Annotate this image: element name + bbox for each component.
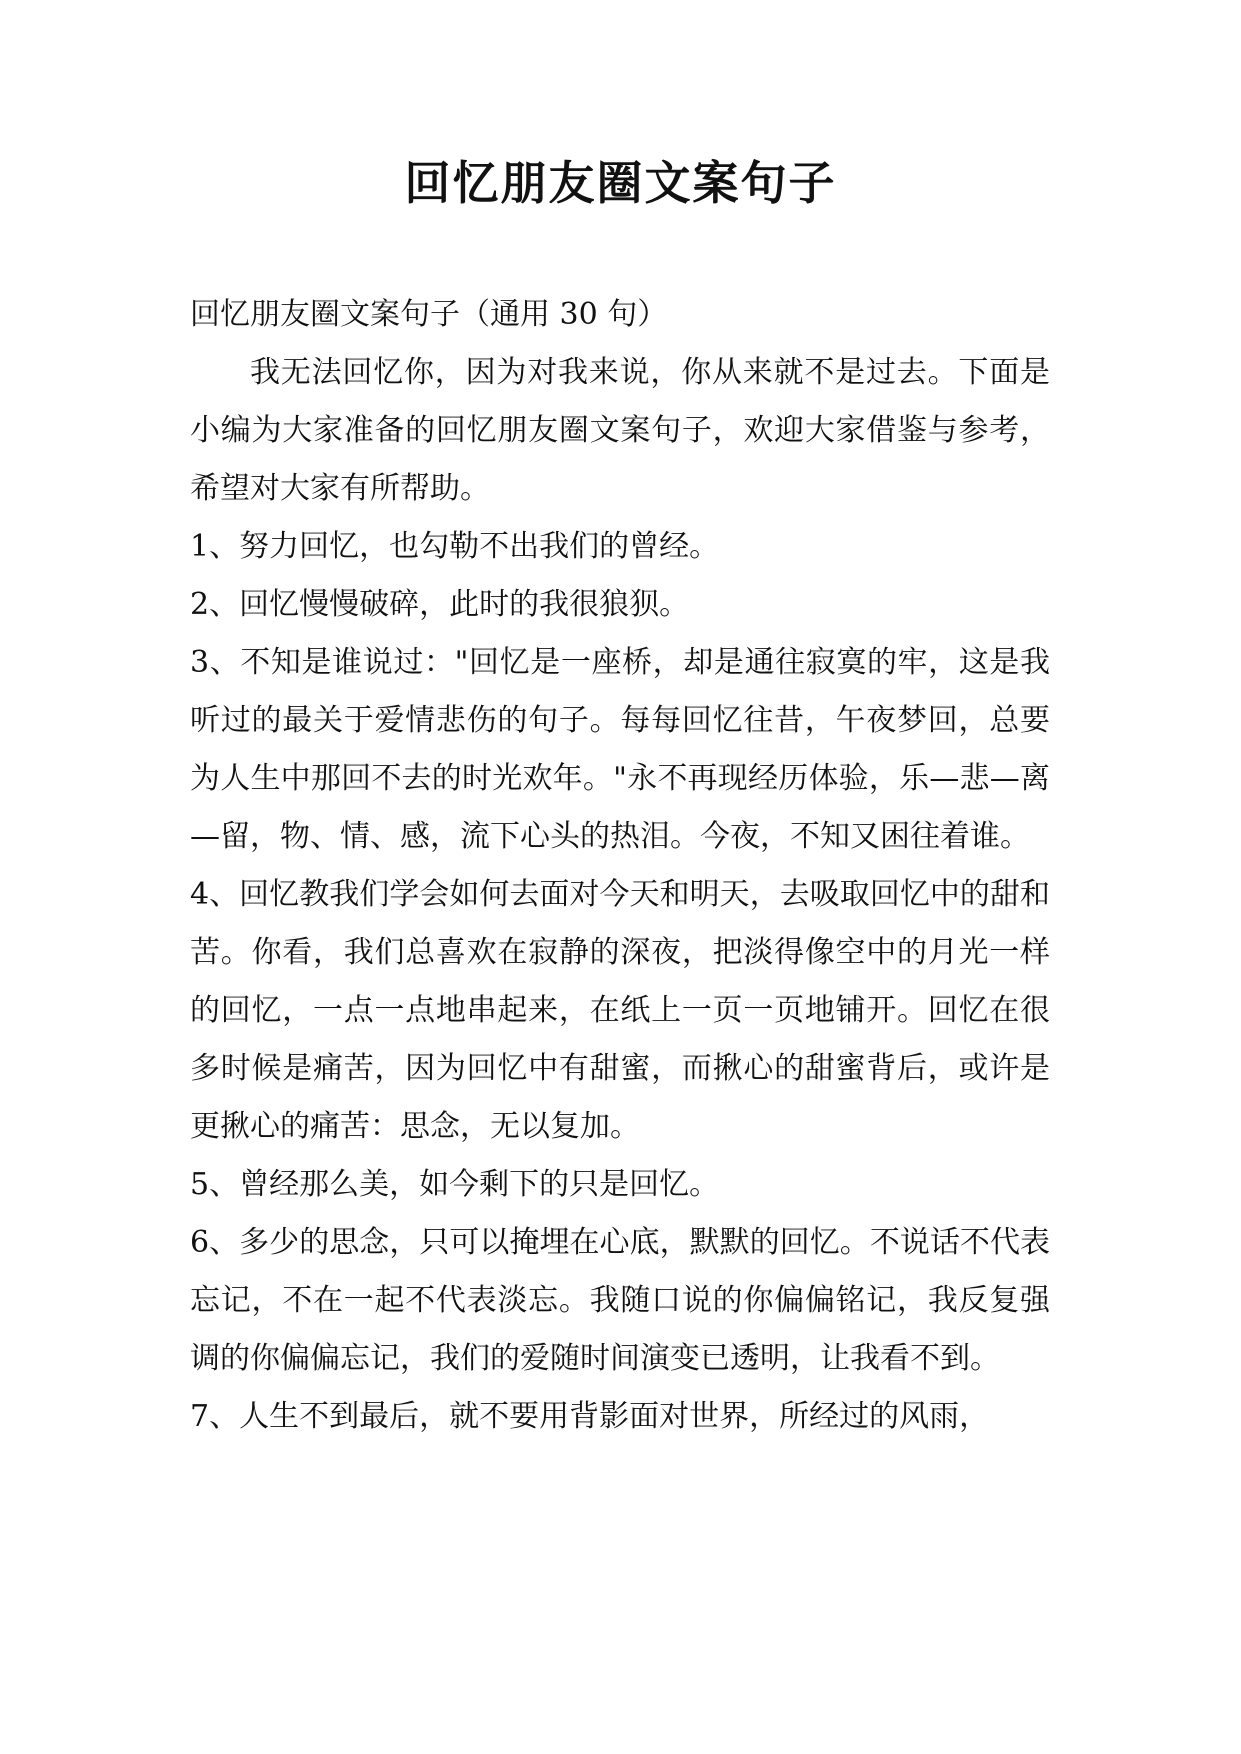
list-item-1: 1、努力回忆，也勾勒不出我们的曾经。 [190,529,720,564]
intro-paragraph: 我无法回忆你，因为对我来说，你从来就不是过去。下面是小编为大家准备的回忆朋友圈文案句子，欢迎大家借鉴与参考，希望对大家有所帮助。 [190,355,1050,506]
list-item-6: 6、多少的思念，只可以掩埋在心底，默默的回忆。不说话不代表忘记，不在一起不代表淡忘。我随口说的你偏偏铭记，我反复强调的你偏偏忘记，我们的爱随时间演变已透明，让我看不到。 [190,1225,1050,1376]
document-body [190,286,1050,1446]
document-subtitle: 回忆朋友圈文案句子（通用 30 句） [190,297,668,332]
list-item-4: 4、回忆教我们学会如何去面对今天和明天，去吸取回忆中的甜和苦。你看，我们总喜欢在寂静的深夜，把淡得像空中的月光一样的回忆，一点一点地串起来，在纸上一页一页地铺开。回忆在很多时候是痛苦，因为回忆中有甜蜜，而揪心的甜蜜背后，或许是更揪心的痛苦：思念，无以复加。 [190,877,1050,1144]
list-item-7: 7、人生不到最后，就不要用背影面对世界，所经过的风雨， [190,1399,990,1434]
list-item-5: 5、曾经那么美，如今剩下的只是回忆。 [190,1167,720,1202]
list-item-2: 2、回忆慢慢破碎，此时的我很狼狈。 [190,587,690,622]
list-item-3: 3、不知是谁说过："回忆是一座桥，却是通往寂寞的牢，这是我听过的最关于爱情悲伤的句子。每每回忆往昔，午夜梦回，总要为人生中那回不去的时光欢年。"永不再现经历体验，乐—悲—离—留，物、情、感，流下心头的热泪。今夜，不知又困往着谁。 [190,645,1050,854]
document-title: 回忆朋友圈文案句子 [404,156,837,210]
